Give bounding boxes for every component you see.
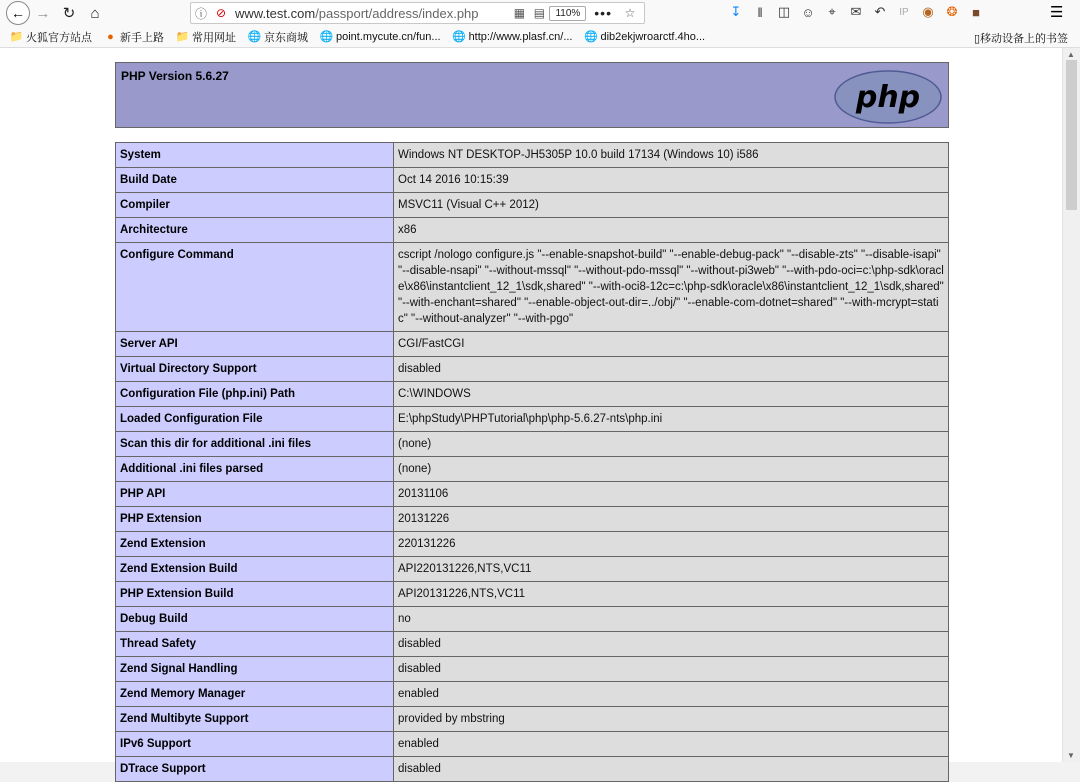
insecure-lock-icon[interactable]: ⊘ [215,6,227,20]
vertical-scrollbar[interactable] [1062,48,1080,762]
globe-icon: 🌐 [247,31,262,43]
row-value: disabled [394,757,949,782]
toolbar-extensions [728,3,984,21]
cookie-icon[interactable]: ◉ [922,4,934,19]
table-row [116,557,949,582]
url-path: /passport/address/index.php [315,5,479,21]
table-row [116,168,949,193]
row-key: Zend Extension Build [116,557,394,582]
row-key: Configuration File (php.ini) Path [116,382,394,407]
folder-icon: 📁 [9,31,24,43]
mobile-bookmarks-label: 移动设备上的书签 [980,33,1068,45]
table-row [116,193,949,218]
table-row [116,632,949,657]
home-button[interactable] [82,1,108,25]
screenshot-icon[interactable]: ⌖ [828,4,836,19]
home-icon: ⌂ [90,4,100,22]
table-row [116,607,949,632]
table-row [116,457,949,482]
row-key: Thread Safety [116,632,394,657]
table-row [116,357,949,382]
bookmark-item[interactable] [320,31,441,43]
row-value: disabled [394,357,949,382]
row-value: provided by mbstring [394,707,949,732]
bookmark-item[interactable] [453,31,573,43]
url-text[interactable] [231,6,509,21]
row-key: Server API [116,332,394,357]
arrow-right-icon: → [35,4,51,22]
phpinfo-header [115,62,949,128]
row-key: Scan this dir for additional .ini files [116,432,394,457]
table-row [116,382,949,407]
scroll-down-icon[interactable]: ▼ [1067,751,1075,760]
chat-icon[interactable]: ✉ [850,4,862,19]
row-value: (none) [394,457,949,482]
row-value: 20131106 [394,482,949,507]
row-value: no [394,607,949,632]
firefox-icon: ● [107,30,114,43]
table-row [116,482,949,507]
globe-icon: 🌐 [584,31,598,43]
bookmark-label: point.mycute.cn/fun... [336,30,441,43]
scroll-up-icon[interactable]: ▲ [1067,50,1075,59]
row-key: IPv6 Support [116,732,394,757]
row-key: Build Date [116,168,394,193]
mobile-icon: ▯ [973,33,980,45]
extension-orange-icon[interactable]: ❂ [946,4,958,19]
bookmark-item[interactable] [10,29,92,45]
bookmark-label: 新手上路 [120,31,164,44]
bookmarks-toolbar [0,26,1080,48]
table-row [116,332,949,357]
undo-icon[interactable]: ↶ [874,4,886,19]
sidebar-icon[interactable]: ◫ [777,4,791,19]
library-icon[interactable]: ‖ [757,4,763,20]
page-viewport [0,48,1062,775]
row-key: Additional .ini files parsed [116,457,394,482]
page-actions-button[interactable]: ••• [594,5,612,21]
bookmark-label: 火狐官方站点 [26,31,92,44]
row-key: Zend Multibyte Support [116,707,394,732]
scrollbar-thumb[interactable] [1066,60,1077,210]
row-value: E:\phpStudy\PHPTutorial\php\php-5.6.27-nts\php.ini [394,407,949,432]
folder-icon: 📁 [175,31,190,43]
bookmark-item[interactable] [585,31,706,43]
url-bar[interactable] [190,2,645,24]
back-button[interactable] [6,1,30,25]
row-key: Virtual Directory Support [116,357,394,382]
bookmark-label: http://www.plasf.cn/... [468,30,573,43]
bookmark-item[interactable] [248,29,308,45]
reload-button[interactable] [56,1,82,25]
globe-icon: 🌐 [452,31,466,43]
forward-button[interactable] [30,1,56,25]
hamburger-menu-button[interactable] [1050,3,1063,21]
row-value: API20131226,NTS,VC11 [394,582,949,607]
row-value: enabled [394,682,949,707]
reader-view-icon[interactable]: ▤ [533,6,546,20]
row-key: DTrace Support [116,757,394,782]
table-row [116,407,949,432]
table-row [116,143,949,168]
arrow-left-icon: ← [11,5,25,21]
php-logo-text: php [855,80,921,115]
row-key: Debug Build [116,607,394,632]
table-row [116,243,949,332]
row-value: Windows NT DESKTOP-JH5305P 10.0 build 17134 (Windows 10) i586 [394,143,949,168]
mobile-bookmarks[interactable] [974,30,1068,46]
zoom-indicator[interactable]: 110% [549,6,586,21]
table-row [116,757,949,782]
row-key: PHP Extension [116,507,394,532]
row-value: API220131226,NTS,VC11 [394,557,949,582]
bookmark-label: 京东商城 [264,31,308,44]
globe-icon: 🌐 [319,31,334,43]
bookmark-label: dib2ekjwroarctf.4ho... [600,30,706,43]
row-value: enabled [394,732,949,757]
row-key: System [116,143,394,168]
account-icon[interactable]: ☺ [801,4,815,20]
table-row [116,582,949,607]
row-key: PHP Extension Build [116,582,394,607]
row-key: PHP API [116,482,394,507]
reload-icon: ↻ [62,5,76,22]
row-value: C:\WINDOWS [394,382,949,407]
php-version-title: PHP Version 5.6.27 [121,69,229,83]
qr-code-icon[interactable]: ▦ [513,6,526,20]
table-row [116,532,949,557]
row-key: Configure Command [116,243,394,332]
table-row [116,732,949,757]
row-value: Oct 14 2016 10:15:39 [394,168,949,193]
table-row [116,707,949,732]
star-bookmark-icon[interactable]: ☆ [624,6,636,20]
table-row [116,682,949,707]
bookmark-item[interactable] [176,29,236,45]
row-value: (none) [394,432,949,457]
table-row [116,218,949,243]
table-row [116,657,949,682]
row-key: Architecture [116,218,394,243]
info-icon[interactable]: ⓘ [194,6,207,21]
row-value: cscript /nologo configure.js "--enable-snapshot-build" "--enable-debug-pack" "--disable-zts" "--disable-isapi" "--disable-nsapi" "--without-mssql" "--without-pdo-mssql" "--without-pi3web" "--with-pdo-oci=c:\php-sdk\oracle\x86\instantclient_12_1\sdk,shared" "--with-oci8-12c=c:\php-sdk\oracle\x86\instantclient_12_1\sdk,shared" "--with-enchant=shared" "--enable-object-out-dir=../obj/" "--enable-com-dotnet=shared" "--with-mcrypt=static" "--without-analyzer" "--with-pgo" [394,243,949,332]
menu-icon: ☰ [1050,4,1064,21]
extension-avatar-icon[interactable]: ■ [972,4,980,20]
ip-icon[interactable]: IP [899,6,909,18]
row-key: Compiler [116,193,394,218]
php-logo [834,70,942,124]
row-key: Zend Signal Handling [116,657,394,682]
table-row [116,432,949,457]
url-host: www.test.com [235,5,316,21]
table-row [116,507,949,532]
download-icon[interactable]: ↧ [730,4,742,19]
row-value: MSVC11 (Visual C++ 2012) [394,193,949,218]
row-value: CGI/FastCGI [394,332,949,357]
bookmark-label: 常用网址 [192,31,236,44]
phpinfo-table [115,142,949,782]
row-value: 20131226 [394,507,949,532]
row-key: Loaded Configuration File [116,407,394,432]
row-value: x86 [394,218,949,243]
bookmark-item[interactable] [104,29,164,45]
row-key: Zend Extension [116,532,394,557]
row-key: Zend Memory Manager [116,682,394,707]
row-value: disabled [394,657,949,682]
row-value: disabled [394,632,949,657]
row-value: 220131226 [394,532,949,557]
browser-toolbar [0,0,1080,26]
